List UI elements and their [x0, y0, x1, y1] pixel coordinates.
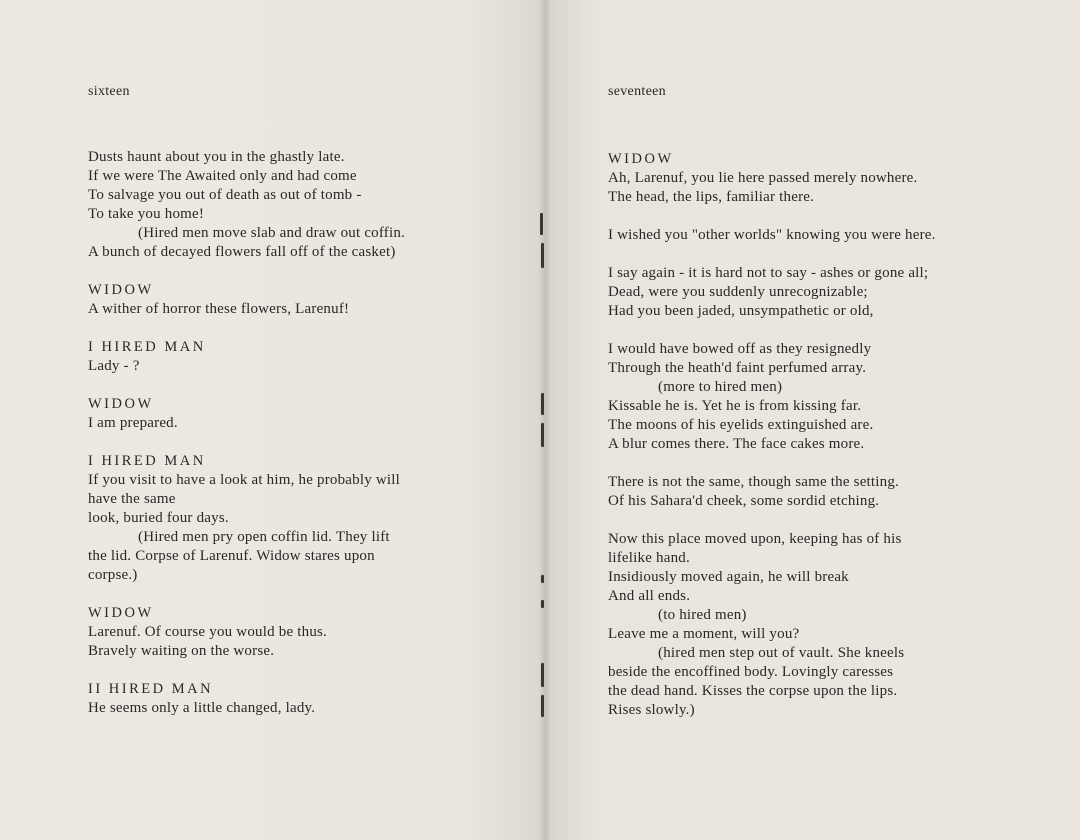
stage-direction-line: (more to hired men) — [658, 379, 783, 395]
stanza-break — [608, 245, 1078, 264]
right-page-text — [608, 150, 1078, 720]
text-line: He seems only a little changed, lady. — [88, 700, 316, 716]
text-line: A wither of horror these flowers, Larenuf! — [88, 301, 350, 317]
speaker-name: I HIRED MAN — [88, 339, 206, 355]
speaker-name: WIDOW — [88, 605, 154, 621]
text-line: Insidiously moved again, he will break — [608, 569, 849, 585]
stage-direction-line: (hired men step out of vault. She kneels — [658, 645, 905, 661]
text-line: There is not the same, though same the setting. — [608, 474, 900, 490]
binding-staple-mark — [541, 423, 544, 447]
speaker-name: WIDOW — [88, 396, 154, 412]
text-line: Ah, Larenuf, you lie here passed merely nowhere. — [608, 170, 918, 186]
text-line: To take you home! — [88, 206, 205, 222]
binding-staple-mark — [541, 575, 544, 583]
text-line: Dead, were you suddenly unrecognizable; — [608, 284, 868, 300]
text-line: And all ends. — [608, 588, 691, 604]
text-line: the lid. Corpse of Larenuf. Widow stares upon — [88, 548, 375, 564]
stanza-break — [88, 585, 528, 604]
speaker-name: WIDOW — [608, 151, 674, 167]
binding-staple-mark — [541, 393, 544, 415]
text-line: To salvage you out of death as out of tomb - — [88, 187, 362, 203]
text-line: corpse.) — [88, 567, 138, 583]
stanza-break — [608, 321, 1078, 340]
text-line: Had you been jaded, unsympathetic or old, — [608, 303, 874, 319]
text-line: beside the encoffined body. Lovingly caresses — [608, 664, 894, 680]
right-page — [545, 0, 1080, 840]
stanza-break — [608, 511, 1078, 530]
stanza-break — [88, 376, 528, 395]
speaker-name: I HIRED MAN — [88, 453, 206, 469]
text-line: Rises slowly.) — [608, 702, 695, 718]
stanza-break — [88, 319, 528, 338]
text-line: I say again - it is hard not to say - ashes or gone all; — [608, 265, 929, 281]
text-line: lifelike hand. — [608, 550, 690, 566]
binding-staple-mark — [541, 243, 544, 268]
text-line: look, buried four days. — [88, 510, 229, 526]
stage-direction-line: (Hired men pry open coffin lid. They lift — [138, 529, 390, 545]
binding-staple-mark — [541, 600, 544, 608]
text-line: If you visit to have a look at him, he probably will — [88, 472, 401, 488]
stage-direction-line: (to hired men) — [658, 607, 747, 623]
left-page-text — [88, 148, 528, 718]
text-line: Through the heath'd faint perfumed array. — [608, 360, 867, 376]
text-line: Larenuf. Of course you would be thus. — [88, 624, 328, 640]
text-line: The head, the lips, familiar there. — [608, 189, 815, 205]
text-line: I wished you "other worlds" knowing you were here. — [608, 227, 936, 243]
text-line: A bunch of decayed flowers fall off of the casket) — [88, 244, 396, 260]
text-line: the dead hand. Kisses the corpse upon the lips. — [608, 683, 898, 699]
speaker-name: WIDOW — [88, 282, 154, 298]
text-line: If we were The Awaited only and had come — [88, 168, 357, 184]
text-line: I would have bowed off as they resignedly — [608, 341, 872, 357]
stanza-break — [88, 661, 528, 680]
text-line: Leave me a moment, will you? — [608, 626, 800, 642]
text-line: Kissable he is. Yet he is from kissing far. — [608, 398, 862, 414]
stage-direction-line: (Hired men move slab and draw out coffin. — [138, 225, 406, 241]
page-number-left: sixteen — [88, 84, 130, 99]
text-line: have the same — [88, 491, 176, 507]
binding-staple-mark — [541, 695, 544, 717]
text-line: A blur comes there. The face cakes more. — [608, 436, 865, 452]
binding-staple-mark — [540, 213, 543, 235]
text-line: Bravely waiting on the worse. — [88, 643, 275, 659]
text-line: The moons of his eyelids extinguished are. — [608, 417, 874, 433]
stanza-break — [88, 433, 528, 452]
text-line: I am prepared. — [88, 415, 178, 431]
text-line: Of his Sahara'd cheek, some sordid etching. — [608, 493, 880, 509]
stanza-break — [608, 454, 1078, 473]
text-line: Now this place moved upon, keeping has of his — [608, 531, 902, 547]
page-number-right: seventeen — [608, 84, 666, 99]
stanza-break — [608, 207, 1078, 226]
binding-staple-mark — [541, 663, 544, 687]
text-line: Dusts haunt about you in the ghastly late. — [88, 149, 345, 165]
text-line: Lady - ? — [88, 358, 140, 374]
speaker-name: II HIRED MAN — [88, 681, 214, 697]
stanza-break — [88, 262, 528, 281]
